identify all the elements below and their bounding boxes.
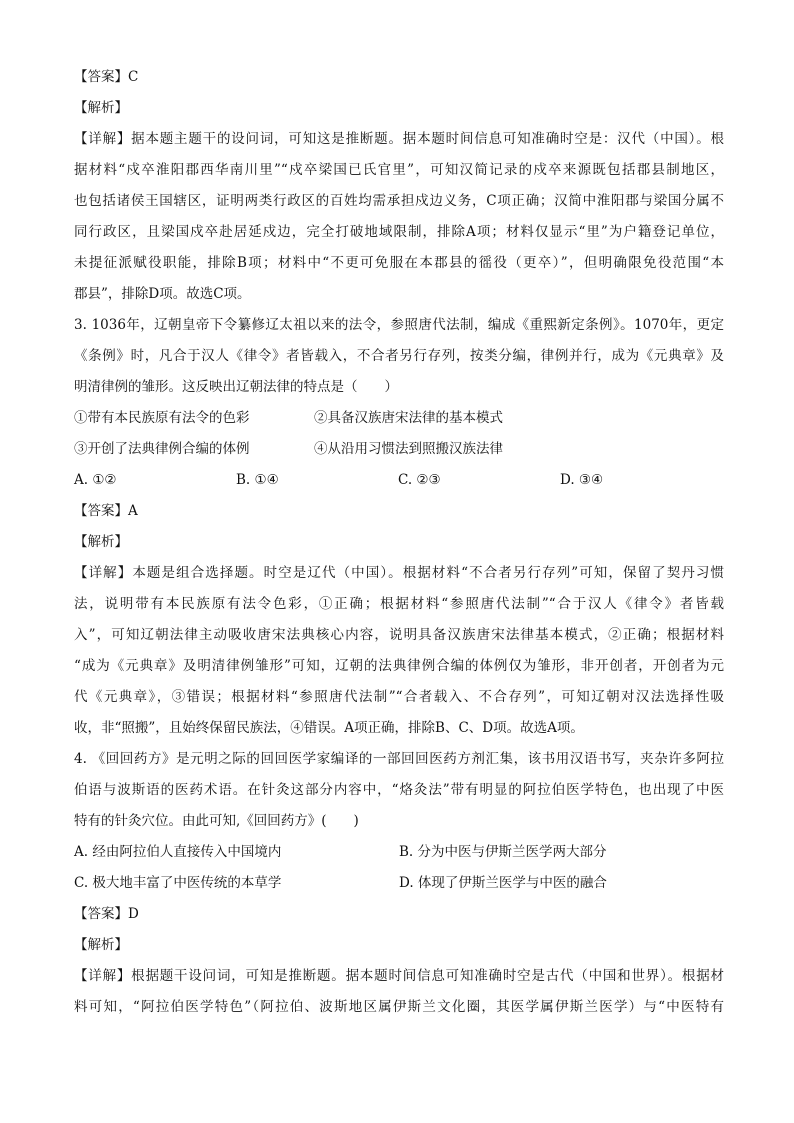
detail-line: 【详解】据本题主题干的设问词，可知这是推断题。据本题时间信息可知准确时空是：汉代（中国）。根 (74, 131, 724, 147)
q4-detail (74, 961, 724, 1023)
answer-label: 【答案】 (74, 906, 128, 922)
q2-analysis-label: 【解析】 (74, 100, 128, 116)
sub-item: ①带有本民族原有法令的色彩 (74, 410, 250, 426)
option-c: C. 极大地丰富了中医传统的本草学 (74, 875, 282, 891)
detail-line: 也包括诸侯王国辖区，证明两类行政区的百姓均需承担戍边义务，C项正确；汉简中淮阳郡与梁国分属不 (74, 193, 724, 209)
detail-line: 法，说明带有本民族原有法令色彩，①正确；根据材料“参照唐代法制”“合于汉人《律令》者皆载 (74, 596, 724, 612)
answer-value: A (128, 503, 138, 519)
option-a: A. 经由阿拉伯人直接传入中国境内 (74, 844, 282, 860)
q4-analysis-label: 【解析】 (74, 937, 128, 953)
stem-line: 伯语与波斯语的医药术语。在针灸这部分内容中，“烙灸法”带有明显的阿拉伯医学特色，也出现了中医 (74, 782, 724, 798)
sub-item: ③开创了法典律例合编的体例 (74, 441, 250, 457)
detail-line: 【详解】根据题干设问词，可知是推断题。据本题时间信息可知准确时空是古代（中国和世界）。根据材 (74, 968, 724, 984)
q3-analysis-label: 【解析】 (74, 534, 128, 550)
detail-line: 收，非“照搬”，且始终保留民族法，④错误。A项正确，排除B、C、D项。故选A项。 (74, 720, 584, 736)
answer-value: D (128, 906, 139, 922)
detail-line: 未提征派赋役职能，排除B项；材料中“不更可免服在本郡县的徭役（更卒）”，但明确限免役范围“本 (74, 255, 724, 271)
stem-line: 明清律例的雏形。这反映出辽朝法律的特点是（ ） (74, 379, 398, 395)
answer-label: 【答案】 (74, 503, 128, 519)
stem-line: 3. 1036年，辽朝皇帝下令纂修辽太祖以来的法令，参照唐代法制，编成《重熙新定条例》。1070年，更定 (74, 317, 724, 333)
q3-stem (74, 310, 724, 403)
q4-stem (74, 744, 724, 837)
option-b: B. ①④ (236, 472, 279, 488)
detail-line: “成为《元典章》及明清律例雏形”可知，辽朝的法典律例合编的体例仅为雏形，非开创者，开创者为元 (74, 658, 724, 674)
stem-line: 特有的针灸穴位。由此可知,《回回药方》( ) (74, 813, 359, 829)
detail-line: 郡县”，排除D项。故选C项。 (74, 286, 251, 302)
q4-options-row (74, 868, 724, 899)
answer-label: 【答案】 (74, 69, 128, 85)
q2-answer (74, 62, 724, 93)
q4-options-row (74, 837, 724, 868)
q3-sub-items-row (74, 403, 724, 434)
q3-answer (74, 496, 724, 527)
detail-line: 代《元典章》，③错误；根据材料“参照唐代法制”“合者载入、不合存列”，可知辽朝对汉法选择性吸 (74, 689, 724, 705)
detail-line: 同行政区，且梁国戍卒赴居延戍边，完全打破地域限制，排除A项；材料仅显示“里”为户籍登记单位， (74, 224, 724, 240)
detail-line: 入”，可知辽朝法律主动吸收唐宋法典核心内容，说明具备汉族唐宋法律基本模式，②正确；根据材料 (74, 627, 724, 643)
option-d: D. 体现了伊斯兰医学与中医的融合 (399, 875, 607, 891)
q3-detail (74, 558, 724, 744)
document-page (74, 62, 724, 1023)
detail-line: 据材料“戍卒淮阳郡西华南川里”“戍卒梁国已氏官里”，可知汉简记录的戍卒来源既包括郡县制地区， (74, 162, 724, 178)
detail-line: 【详解】本题是组合选择题。时空是辽代（中国）。根据材料“不合者另行存列”可知，保留了契丹习惯 (74, 565, 724, 581)
stem-line: 4. 《回回药方》是元明之际的回回医学家编译的一部回回医药方剂汇集，该书用汉语书写，夹杂许多阿拉 (74, 751, 724, 767)
answer-value: C (128, 69, 139, 85)
option-c: C. ②③ (398, 472, 441, 488)
sub-item: ②具备汉族唐宋法律的基本模式 (314, 410, 503, 426)
q4-answer (74, 899, 724, 930)
sub-item: ④从沿用习惯法到照搬汉族法律 (314, 441, 503, 457)
q3-sub-items-row (74, 434, 724, 465)
q2-detail (74, 124, 724, 310)
q3-options (74, 465, 724, 496)
option-d: D. ③④ (560, 472, 604, 488)
option-b: B. 分为中医与伊斯兰医学两大部分 (399, 844, 607, 860)
stem-line: 《条例》时，凡合于汉人《律令》者皆载入，不合者另行存列，按类分编，律例并行，成为《元典章》及 (74, 348, 724, 364)
option-a: A. ①② (74, 472, 117, 488)
detail-line: 料可知，“阿拉伯医学特色”（阿拉伯、波斯地区属伊斯兰文化圈，其医学属伊斯兰医学）与“中医特有 (74, 999, 724, 1015)
